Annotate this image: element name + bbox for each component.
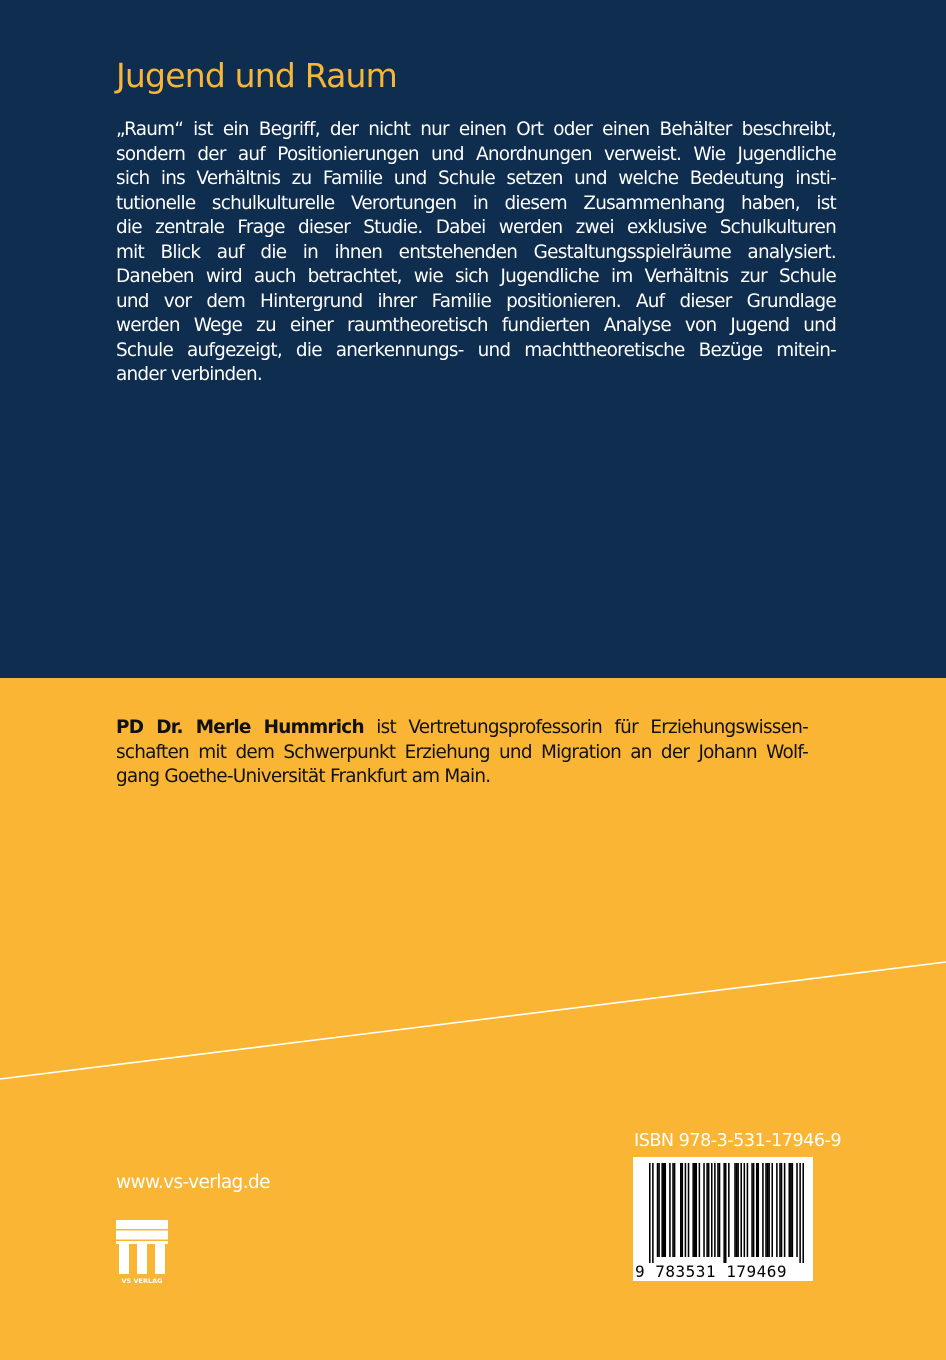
blurb-line: Schule aufgezeigt, die anerkennungs- und machttheoretische Bezüge mitein- (116, 339, 836, 361)
barcode-bar (736, 1163, 738, 1257)
barcode-bar (723, 1163, 725, 1263)
barcode-bar (744, 1163, 746, 1257)
barcode-bar (706, 1163, 708, 1257)
barcode-bar (789, 1163, 791, 1257)
barcode-bar (692, 1163, 694, 1257)
barcode-bar (799, 1163, 801, 1263)
blurb-line: sondern der auf Positionierungen und Anordnungen verweist. Wie Jugendliche (116, 143, 836, 165)
blurb-line: Daneben wird auch betrachtet, wie sich Jugendliche im Verhältnis zur Schule (116, 266, 836, 288)
barcode-bar (737, 1163, 739, 1257)
blurb-line: mit Blick auf die in ihnen entstehenden Gestaltungsspielräume analysiert. (116, 241, 836, 263)
barcode-bar (665, 1163, 667, 1257)
barcode (633, 1157, 813, 1281)
barcode-bar (719, 1163, 721, 1257)
barcode-bar (747, 1163, 749, 1257)
barcode-bar (682, 1163, 684, 1257)
barcode-bar (802, 1163, 804, 1263)
barcode-bar (714, 1163, 716, 1257)
barcode-bar (703, 1163, 705, 1257)
barcode-bar (657, 1163, 659, 1257)
book-title: Jugend und Raum (116, 56, 398, 95)
blurb-line: und vor dem Hintergrund ihrer Familie positionieren. Auf dieser Grundlage (116, 290, 836, 312)
barcode-bar (685, 1163, 687, 1257)
barcode-bar (784, 1163, 786, 1257)
barcode-bar (669, 1163, 671, 1257)
barcode-bar (790, 1163, 792, 1257)
barcode-bar (771, 1163, 773, 1257)
barcode-bar (792, 1163, 794, 1257)
blurb-line: tutionelle schulkulturelle Verortungen in diesem Zusammenhang haben, ist (116, 192, 836, 214)
barcode-bar (658, 1163, 660, 1257)
blurb-line: „Raum“ ist ein Begriff, der nicht nur einen Ort oder einen Behälter beschreibt, (116, 119, 836, 140)
author-line (116, 716, 808, 741)
barcode-bar (672, 1163, 674, 1257)
author-bio (116, 716, 808, 790)
barcode-bar (680, 1163, 682, 1257)
logo-text: VS VERLAG (121, 1277, 163, 1285)
barcode-bar (649, 1163, 651, 1263)
vs-verlag-logo-icon (116, 1220, 168, 1286)
barcode-bar (708, 1163, 710, 1257)
blurb-line: werden Wege zu einer raumtheoretisch fundierten Analyse von Jugend und (116, 315, 836, 337)
barcode-bar (661, 1163, 663, 1257)
blurb-line: ander verbinden. (116, 364, 263, 386)
barcode-bar (751, 1163, 753, 1257)
barcode-digits: 9 783531 179469 (635, 1262, 787, 1281)
barcode-bar (767, 1163, 769, 1257)
barcode-bar (734, 1163, 736, 1257)
barcode-bar (781, 1163, 783, 1257)
blurb-line: sich ins Verhältnis zu Familie und Schule setzen und welche Bedeutung insti- (116, 168, 836, 190)
barcode-bar (779, 1163, 781, 1257)
author-name: PD Dr. Merle Hummrich (116, 717, 364, 738)
barcode-bar (699, 1163, 701, 1257)
barcode-bar (776, 1163, 778, 1257)
isbn-label: ISBN 978-3-531-17946-9 (634, 1131, 842, 1151)
barcode-bar (688, 1163, 690, 1257)
barcode-bar (725, 1163, 727, 1263)
barcode-bar (663, 1163, 665, 1257)
author-text: ist Vertretungsprofessorin für Erziehungswissen- (363, 717, 808, 738)
barcode-bar (740, 1163, 742, 1257)
barcode-bar (728, 1163, 730, 1257)
barcode-bar (711, 1163, 713, 1257)
barcode-bar (694, 1163, 696, 1257)
barcode-bar (696, 1163, 698, 1257)
barcode-bar (765, 1163, 767, 1257)
barcode-bar (768, 1163, 770, 1257)
barcode-bar (796, 1163, 798, 1257)
author-line: schaften mit dem Schwerpunkt Erziehung und Migration an der Johann Wolf- (116, 741, 808, 763)
barcode-bar (652, 1163, 654, 1263)
author-line: gang Goethe-Universität Frankfurt am Main. (116, 766, 491, 787)
book-blurb (116, 118, 836, 388)
barcode-graphic (633, 1157, 813, 1281)
barcode-bar (753, 1163, 755, 1257)
publisher-website: www.vs-verlag.de (116, 1172, 270, 1193)
barcode-bar (674, 1163, 676, 1257)
barcode-bar (717, 1163, 719, 1257)
barcode-bar (758, 1163, 760, 1257)
barcode-bar (756, 1163, 758, 1257)
barcode-bar (762, 1163, 764, 1257)
blurb-line: die zentrale Frage dieser Studie. Dabei werden zwei exklusive Schulkulturen (116, 217, 836, 239)
